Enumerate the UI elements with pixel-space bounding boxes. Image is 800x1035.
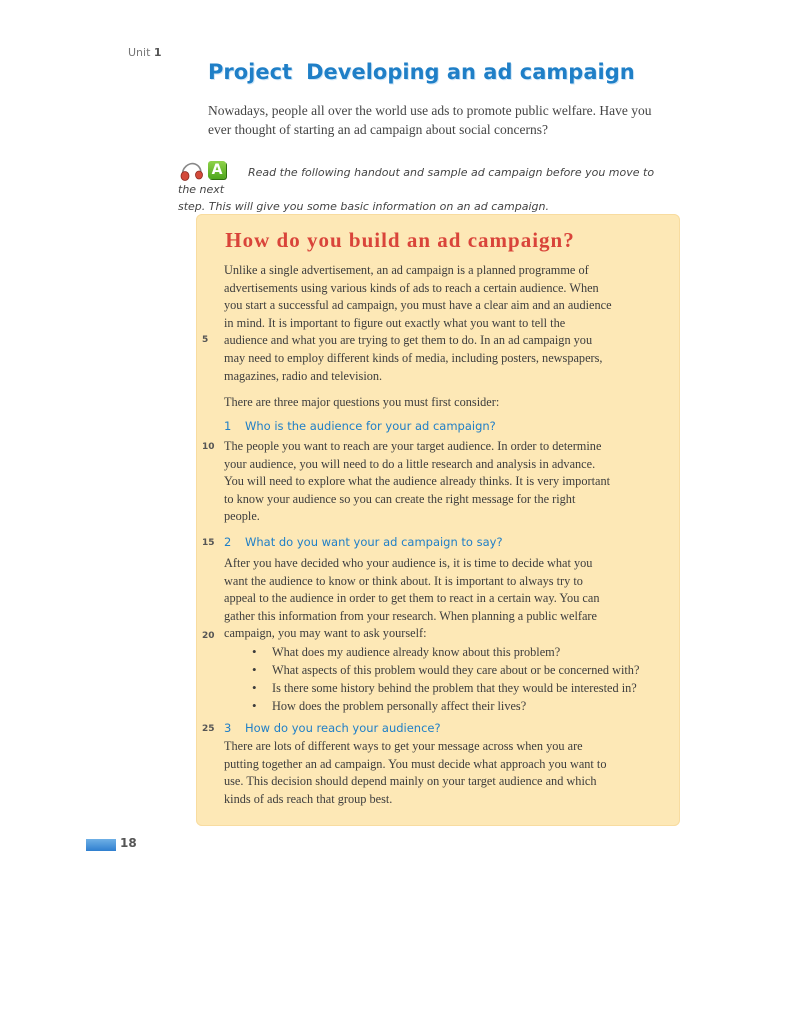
unit-number: 1 xyxy=(153,46,162,59)
text-line: kinds of ads reach that group best. xyxy=(224,791,393,806)
question-2-heading xyxy=(224,533,664,551)
question-3-heading xyxy=(224,719,664,737)
page-number: 18 xyxy=(120,836,137,850)
title-project: Project xyxy=(208,60,293,84)
text-line: You will need to explore what the audience already thinks. It is very important xyxy=(224,474,611,489)
text-line: in mind. It is important to figure out exactly what you want to tell the xyxy=(224,315,566,330)
line-number: 5 xyxy=(202,335,209,345)
intro-line: ever thought of starting an ad campaign about social concerns? xyxy=(208,122,549,137)
instruction-line: step. This will give you some basic information on an ad campaign. xyxy=(178,200,549,213)
handout-paragraph-1 xyxy=(224,262,664,385)
text-line: There are lots of different ways to get your message across when you are xyxy=(224,739,583,753)
line-number: 10 xyxy=(202,442,215,452)
line-number: 25 xyxy=(202,724,215,734)
text-line: Unlike a single advertisement, an ad campaign is a planned programme of xyxy=(224,263,589,277)
question-text: How do you reach your audience? xyxy=(245,721,441,735)
title-topic: Developing an ad campaign xyxy=(306,60,635,84)
bullet-item: • How does the problem personally affect their lives? xyxy=(246,697,670,715)
text-line: audience and what you are trying to get them to do. In an ad campaign you xyxy=(224,333,593,348)
question-3-body xyxy=(224,738,664,808)
activity-a-badge: A xyxy=(208,161,226,179)
text-line: appeal to the audience in order to get them to react in a certain way. You can xyxy=(224,591,600,606)
question-1-heading xyxy=(224,417,664,435)
bullet-item: • Is there some history behind the problem that they would be interested in? xyxy=(246,679,670,697)
unit-word: Unit xyxy=(128,46,151,59)
text-line: gather this information from your research. When planning a public welfare xyxy=(224,608,597,623)
text-line: The people you want to reach are your target audience. In order to determine xyxy=(224,439,602,453)
instruction-block xyxy=(178,160,668,215)
page-title xyxy=(208,60,635,84)
question-text: What do you want your ad campaign to say? xyxy=(245,535,503,549)
text-line: advertisements using various kinds of ads to reach a certain audience. When xyxy=(224,280,599,295)
instruction-text xyxy=(178,160,668,215)
line-number: 15 xyxy=(202,538,215,548)
question-number: 1 xyxy=(224,419,232,433)
handout-title: How do you build an ad campaign? xyxy=(225,228,575,252)
instruction-line: Read the following handout and sample ad campaign before you move to the next xyxy=(178,166,655,196)
headphones-icon xyxy=(178,160,206,182)
text-line: people. xyxy=(224,509,260,524)
text-line: want the audience to know or think about. It is important to always try to xyxy=(224,573,583,588)
intro-paragraph xyxy=(208,101,668,139)
text-line: your audience, you will need to do a little research and analysis in advance. xyxy=(224,456,596,471)
question-1-body xyxy=(224,438,664,526)
text-line: putting together an ad campaign. You must decide what approach you want to xyxy=(224,756,607,771)
text-line: campaign, you may want to ask yourself: xyxy=(224,626,427,641)
text-line: There are three major questions you must first consider: xyxy=(224,395,500,409)
question-text: Who is the audience for your ad campaign? xyxy=(245,419,496,433)
unit-label xyxy=(128,46,162,59)
text-line: magazines, radio and television. xyxy=(224,368,383,383)
question-number: 3 xyxy=(224,721,232,735)
bullet-item: • What aspects of this problem would they care about or be concerned with? xyxy=(246,661,670,679)
line-number: 20 xyxy=(202,631,215,641)
question-number: 2 xyxy=(224,535,232,549)
text-line: may need to employ different kinds of media, including posters, newspapers, xyxy=(224,350,603,365)
intro-line: Nowadays, people all over the world use ads to promote public welfare. Have you xyxy=(208,103,652,118)
question-2-bullets xyxy=(230,643,670,715)
bullet-item: • What does my audience already know about this problem? xyxy=(246,643,670,661)
page-number-bar xyxy=(86,839,116,851)
text-line: use. This decision should depend mainly on your target audience and which xyxy=(224,774,597,789)
text-line: to know your audience so you can create the right message for the right xyxy=(224,491,576,506)
handout-paragraph-2 xyxy=(224,394,664,412)
text-line: After you have decided who your audience is, it is time to decide what you xyxy=(224,556,593,570)
question-2-body xyxy=(224,555,664,643)
text-line: you start a successful ad campaign, you must have a clear aim and an audience xyxy=(224,298,612,313)
